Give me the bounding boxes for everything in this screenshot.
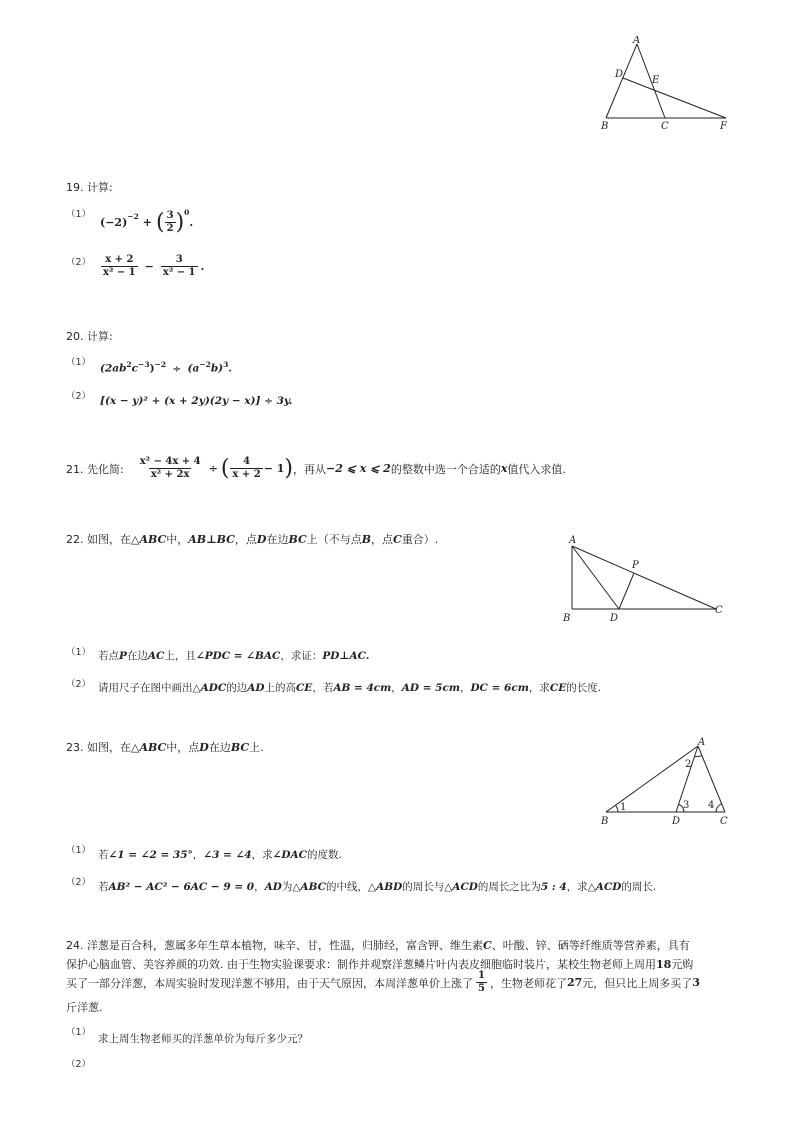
q23-title: 23. 如图，在△ABC中，点D在边BC上. <box>66 741 264 754</box>
q19-part2-label: （2） <box>66 257 92 268</box>
label-angle-4: 4 <box>708 800 715 811</box>
label-a: A <box>569 535 577 546</box>
q24-line4: 斤洋葱. <box>66 1001 103 1014</box>
q22-title: 22. 如图，在△ABC中，AB⊥BC，点D在边BC上（不与点B，点C重合）. <box>66 533 439 546</box>
q20-title: 20. 计算: <box>66 330 113 343</box>
q20-part2-label: （2） <box>66 391 92 402</box>
arc-angle-2 <box>695 755 702 756</box>
q19-part2-expr: $\frac{x + 2}{\text{x² − 1}}$ − $\frac{3}{\text{x² − 1}}$ . <box>103 254 205 278</box>
segment-ac <box>572 546 716 609</box>
q21-line: 21. 先化简: $\frac{\text{x² − 4x + 4}}{\text{x² + 2x}}$ ÷ ( $\frac{4}{x + 2}$ − 1 ) ，再从 −2 ⩽ x ⩽ 2 的整数中选一个合适的 x 值代入求值. <box>66 455 566 481</box>
label-c: C <box>715 605 723 616</box>
q20-part1-label: （1） <box>66 357 92 368</box>
figure-q22 <box>558 532 728 624</box>
q20-part2-expr: [(x − y)² + (x + 2y)(2y − x)] ÷ 3y. <box>100 395 293 407</box>
label-c: C <box>661 121 669 132</box>
q19-title: 19. 计算: <box>66 181 113 194</box>
label-b: B <box>601 816 609 827</box>
q23-part1-label: （1） <box>66 845 92 856</box>
label-d: D <box>610 613 619 624</box>
label-c: C <box>720 816 728 827</box>
label-d: D <box>615 69 624 80</box>
segment-ac <box>637 44 665 118</box>
segment-df <box>623 78 726 118</box>
q23-part1-text: 若∠1 = ∠2 = 35°，∠3 = ∠4，求∠DAC的度数. <box>98 849 342 861</box>
q24-line2: 保护心脑血管、美容养颜的功效. 由于生物实验课要求：制作并观察洋葱鳞片叶内表皮细胞临时装片，某校生物老师上周用18元购 <box>66 958 694 971</box>
label-e: E <box>652 75 660 86</box>
label-a: A <box>698 737 706 748</box>
q19-part1-expr: (−2) $^{-2}$ + ( $\frac{3}{2}$ ) $^0$ . <box>100 208 194 235</box>
q23-part2-text: 若AB² − AC² − 6AC − 9 = 0，AD为△ABC的中线，△ABD的周长与△ACD的周长之比为5 : 4，求△ACD的周长. <box>98 881 657 893</box>
q23-part2-label: （2） <box>66 877 92 888</box>
segment-ad <box>572 546 619 609</box>
q22-part1-label: （1） <box>66 647 92 658</box>
q24-part2-label: （2） <box>66 1059 92 1070</box>
q22-part2-text: 请用尺子在图中画出△ADC的边AD上的高CE，若AB = 4cm，AD = 5cm，DC = 6cm，求CE的长度. <box>98 682 602 694</box>
label-b: B <box>601 121 609 132</box>
label-angle-1: 1 <box>620 802 627 813</box>
figure-triangle-def <box>596 36 736 132</box>
q22-part1-text: 若点P在边AC上，且∠PDC = ∠BAC，求证：PD⊥AC. <box>98 650 370 662</box>
q24-part1-text: 求上周生物老师买的洋葱单价为每斤多少元？ <box>98 1033 308 1045</box>
q22-part2-label: （2） <box>66 679 92 690</box>
arc-angle-1 <box>616 806 618 812</box>
segment-ab <box>606 44 637 118</box>
segment-dp <box>619 573 634 609</box>
figure-q23 <box>596 734 736 828</box>
label-angle-2: 2 <box>685 759 692 770</box>
label-b: B <box>563 613 571 624</box>
q24-line3: 买了一部分洋葱，本周实验时发现洋葱不够用，由于天气原因，本周洋葱单价上涨了 $\frac{1}{5}$ ，生物老师花了 27 元，但只比上周多买了 3 <box>66 970 700 994</box>
q24-line1: 24. 洋葱是百合科，葱属多年生草本植物，味辛、甘，性温，归肺经，富含钾、维生素C、叶酸、锌、硒等纤维质等营养素，具有 <box>66 939 690 952</box>
q24-part1-label: （1） <box>66 1027 92 1038</box>
label-p: P <box>632 560 639 571</box>
label-f: F <box>720 121 727 132</box>
q20-part1-expr: $(2ab^2c^{-3})^{-2} \div (a^{-2}b)^3$. <box>100 360 233 375</box>
label-a: A <box>633 36 641 46</box>
q19-part1-label: （1） <box>66 209 92 220</box>
label-angle-3: 3 <box>683 800 690 811</box>
arc-angle-4 <box>716 804 722 812</box>
label-d: D <box>672 816 681 827</box>
